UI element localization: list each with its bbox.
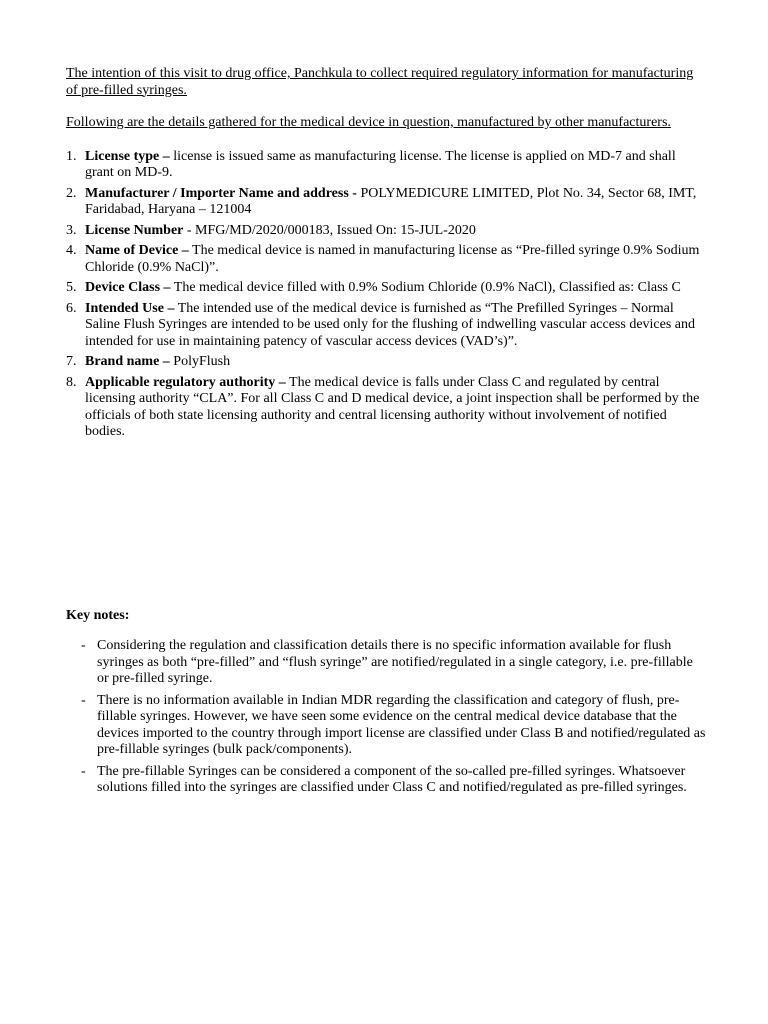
intro-paragraph: The intention of this visit to drug office, Panchkula to collect required regulatory information for manufacturing of pre-filled syringes. xyxy=(66,66,694,98)
list-item-text: The medical device is falls under Class C and regulated by central licensing authority “CLA”. For all Class C and D medical device, a joint inspection shall be performed by the officials of both state licensing authority and central licensing authority without involvement of notified bodies. xyxy=(85,374,700,439)
list-item xyxy=(66,186,706,219)
list-item-text: PolyFlush xyxy=(169,354,231,369)
list-item xyxy=(66,638,706,688)
list-item xyxy=(66,243,706,276)
list-item-number: 8. xyxy=(66,374,77,390)
list-item-label: Manufacturer / Importer Name and address - xyxy=(85,185,357,201)
list-item-label: Name of Device – xyxy=(85,243,189,258)
list-item-number: 5. xyxy=(66,280,77,295)
list-item-text: - MFG/MD/2020/000183, Issued On: 15-JUL-2020 xyxy=(183,222,476,238)
list-item xyxy=(66,764,706,797)
list-item xyxy=(66,301,706,351)
note-text: There is no information available in Indian MDR regarding the classification and category of flush, pre-fillable syringes. However, we have seen some evidence on the central medical device database that the devices imported to the country through import license are classified under Class B and notified/regulated as pre-fillable syringes (bulk pack/components). xyxy=(97,692,706,757)
list-item xyxy=(66,693,706,759)
list-item-number: 3. xyxy=(66,222,77,238)
list-item xyxy=(66,375,706,441)
list-item xyxy=(66,223,706,240)
note-text: Considering the regulation and classification details there is no specific information available for flush syringes as both “pre-filled” and “flush syringe” are notified/regulated in a single category, i.e. pre-fillable or pre-filled syringe. xyxy=(97,638,693,686)
key-notes-list xyxy=(66,638,706,802)
list-item-number: 2. xyxy=(66,185,77,201)
details-list xyxy=(66,149,706,441)
list-item-text: POLYMEDICURE LIMITED, Plot No. 34, Sector 68, IMT, Faridabad, Haryana – 121004 xyxy=(85,185,697,217)
list-item-number: 7. xyxy=(66,354,77,369)
list-item-text: The intended use of the medical device is furnished as “The Prefilled Syringes – Normal Saline Flush Syringes are intended to be used only for the flushing of indwelling vascular access devices and intended for use in maintaining patency of vascular access devices (VAD’s)”. xyxy=(85,300,696,349)
list-item-label: Device Class – xyxy=(85,280,171,295)
list-item-number: 6. xyxy=(66,300,77,316)
dash-bullet: - xyxy=(81,763,86,779)
dash-bullet: - xyxy=(81,638,86,653)
note-text: The pre-fillable Syringes can be considered a component of the so-called pre-filled syringes. Whatsoever solutions filled into the syringes are classified under Class C and notified/regulated as pre-filled syringes. xyxy=(97,763,687,795)
list-item-label: Brand name – xyxy=(85,354,170,369)
list-item-text: license is issued same as manufacturing license. The license is applied on MD-7 and shall grant on MD-9. xyxy=(85,148,676,180)
list-item-number: 1. xyxy=(66,148,77,164)
list-item-number: 4. xyxy=(66,243,77,258)
list-item xyxy=(66,354,706,371)
list-item-label: License type – xyxy=(85,148,170,164)
list-item-text: The medical device is named in manufacturing license as “Pre-filled syringe 0.9% Sodium Chloride (0.9% NaCl)”. xyxy=(85,243,700,275)
key-notes-heading: Key notes: xyxy=(66,608,130,623)
dash-bullet: - xyxy=(81,692,86,708)
list-item-label: Applicable regulatory authority – xyxy=(85,374,286,390)
list-item xyxy=(66,149,706,182)
details-intro-paragraph: Following are the details gathered for the medical device in question, manufactured by other manufacturers. xyxy=(66,115,671,130)
list-item xyxy=(66,280,706,297)
list-item-label: Intended Use – xyxy=(85,300,175,316)
document-page xyxy=(66,66,706,445)
list-item-text: The medical device filled with 0.9% Sodium Chloride (0.9% NaCl), Classified as: Class C xyxy=(170,280,681,295)
list-item-label: License Number xyxy=(85,222,184,238)
